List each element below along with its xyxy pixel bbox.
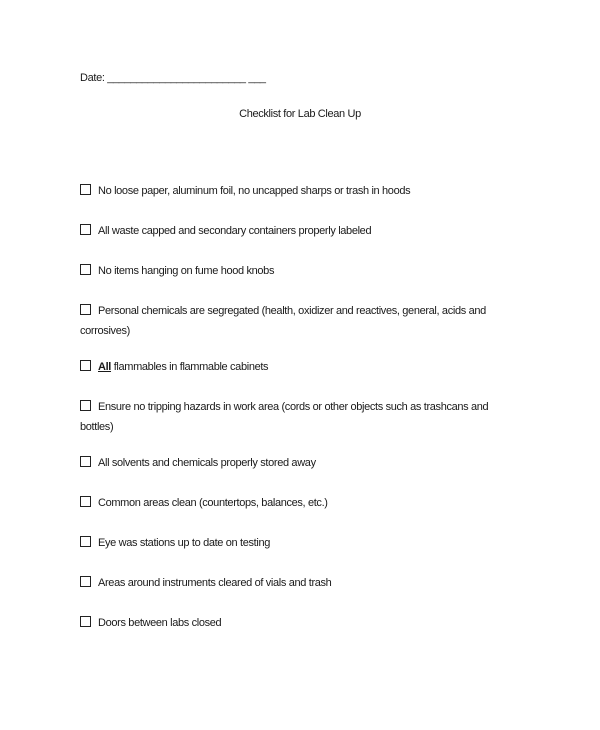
checkbox-icon[interactable] (80, 360, 91, 371)
checkbox-icon[interactable] (80, 576, 91, 587)
checklist-item-line (80, 261, 520, 281)
item-text-emphasis: All (98, 361, 112, 373)
checklist-item (80, 261, 520, 281)
checklist-item (80, 453, 520, 473)
checklist-item (80, 613, 520, 633)
checklist-item (80, 357, 520, 377)
date-blank-field[interactable]: ________________________ ___ (107, 72, 266, 84)
item-text: No items hanging on fume hood knobs (98, 265, 275, 277)
checkbox-icon[interactable] (80, 224, 91, 235)
checkbox-icon[interactable] (80, 616, 91, 627)
item-text: Ensure no tripping hazards in work area (cords or other objects such as trashcans and (98, 401, 489, 413)
item-text: Doors between labs closed (98, 617, 222, 629)
checklist-item (80, 493, 520, 513)
checklist-item-line (80, 453, 520, 473)
checklist-item-line (80, 301, 520, 321)
checklist-item-line (80, 493, 520, 513)
checklist-item-line (80, 573, 520, 593)
item-text: All flammables in flammable cabinets (98, 361, 269, 373)
item-text: Areas around instruments cleared of vials and trash (98, 577, 332, 589)
page-title: Checklist for Lab Clean Up (239, 108, 361, 120)
item-text: All waste capped and secondary containers properly labeled (98, 225, 372, 237)
checkbox-icon[interactable] (80, 264, 91, 275)
checklist-item-line (80, 613, 520, 633)
item-text: Personal chemicals are segregated (health, oxidizer and reactives, general, acids and (98, 305, 486, 317)
checkbox-icon[interactable] (80, 184, 91, 195)
checklist-item-line (80, 221, 520, 241)
date-label: Date: (80, 72, 105, 84)
checklist (80, 181, 520, 633)
item-text-continuation: corrosives) (80, 325, 130, 337)
checklist-item (80, 181, 520, 201)
checklist-item (80, 397, 520, 437)
checklist-item (80, 221, 520, 241)
checklist-item-line (80, 533, 520, 553)
checklist-item (80, 573, 520, 593)
date-line (80, 71, 520, 85)
checkbox-icon[interactable] (80, 456, 91, 467)
item-text: Common areas clean (countertops, balances, etc.) (98, 497, 328, 509)
checklist-item (80, 533, 520, 553)
item-text-continuation: bottles) (80, 421, 114, 433)
checkbox-icon[interactable] (80, 304, 91, 315)
checklist-item-line (80, 357, 520, 377)
item-text: Eye was stations up to date on testing (98, 537, 270, 549)
item-text: No loose paper, aluminum foil, no uncapped sharps or trash in hoods (98, 185, 411, 197)
checkbox-icon[interactable] (80, 496, 91, 507)
checklist-item-line (80, 397, 520, 417)
checklist-item-line (80, 181, 520, 201)
checklist-item (80, 301, 520, 341)
checkbox-icon[interactable] (80, 400, 91, 411)
checkbox-icon[interactable] (80, 536, 91, 547)
item-text: All solvents and chemicals properly stored away (98, 457, 316, 469)
